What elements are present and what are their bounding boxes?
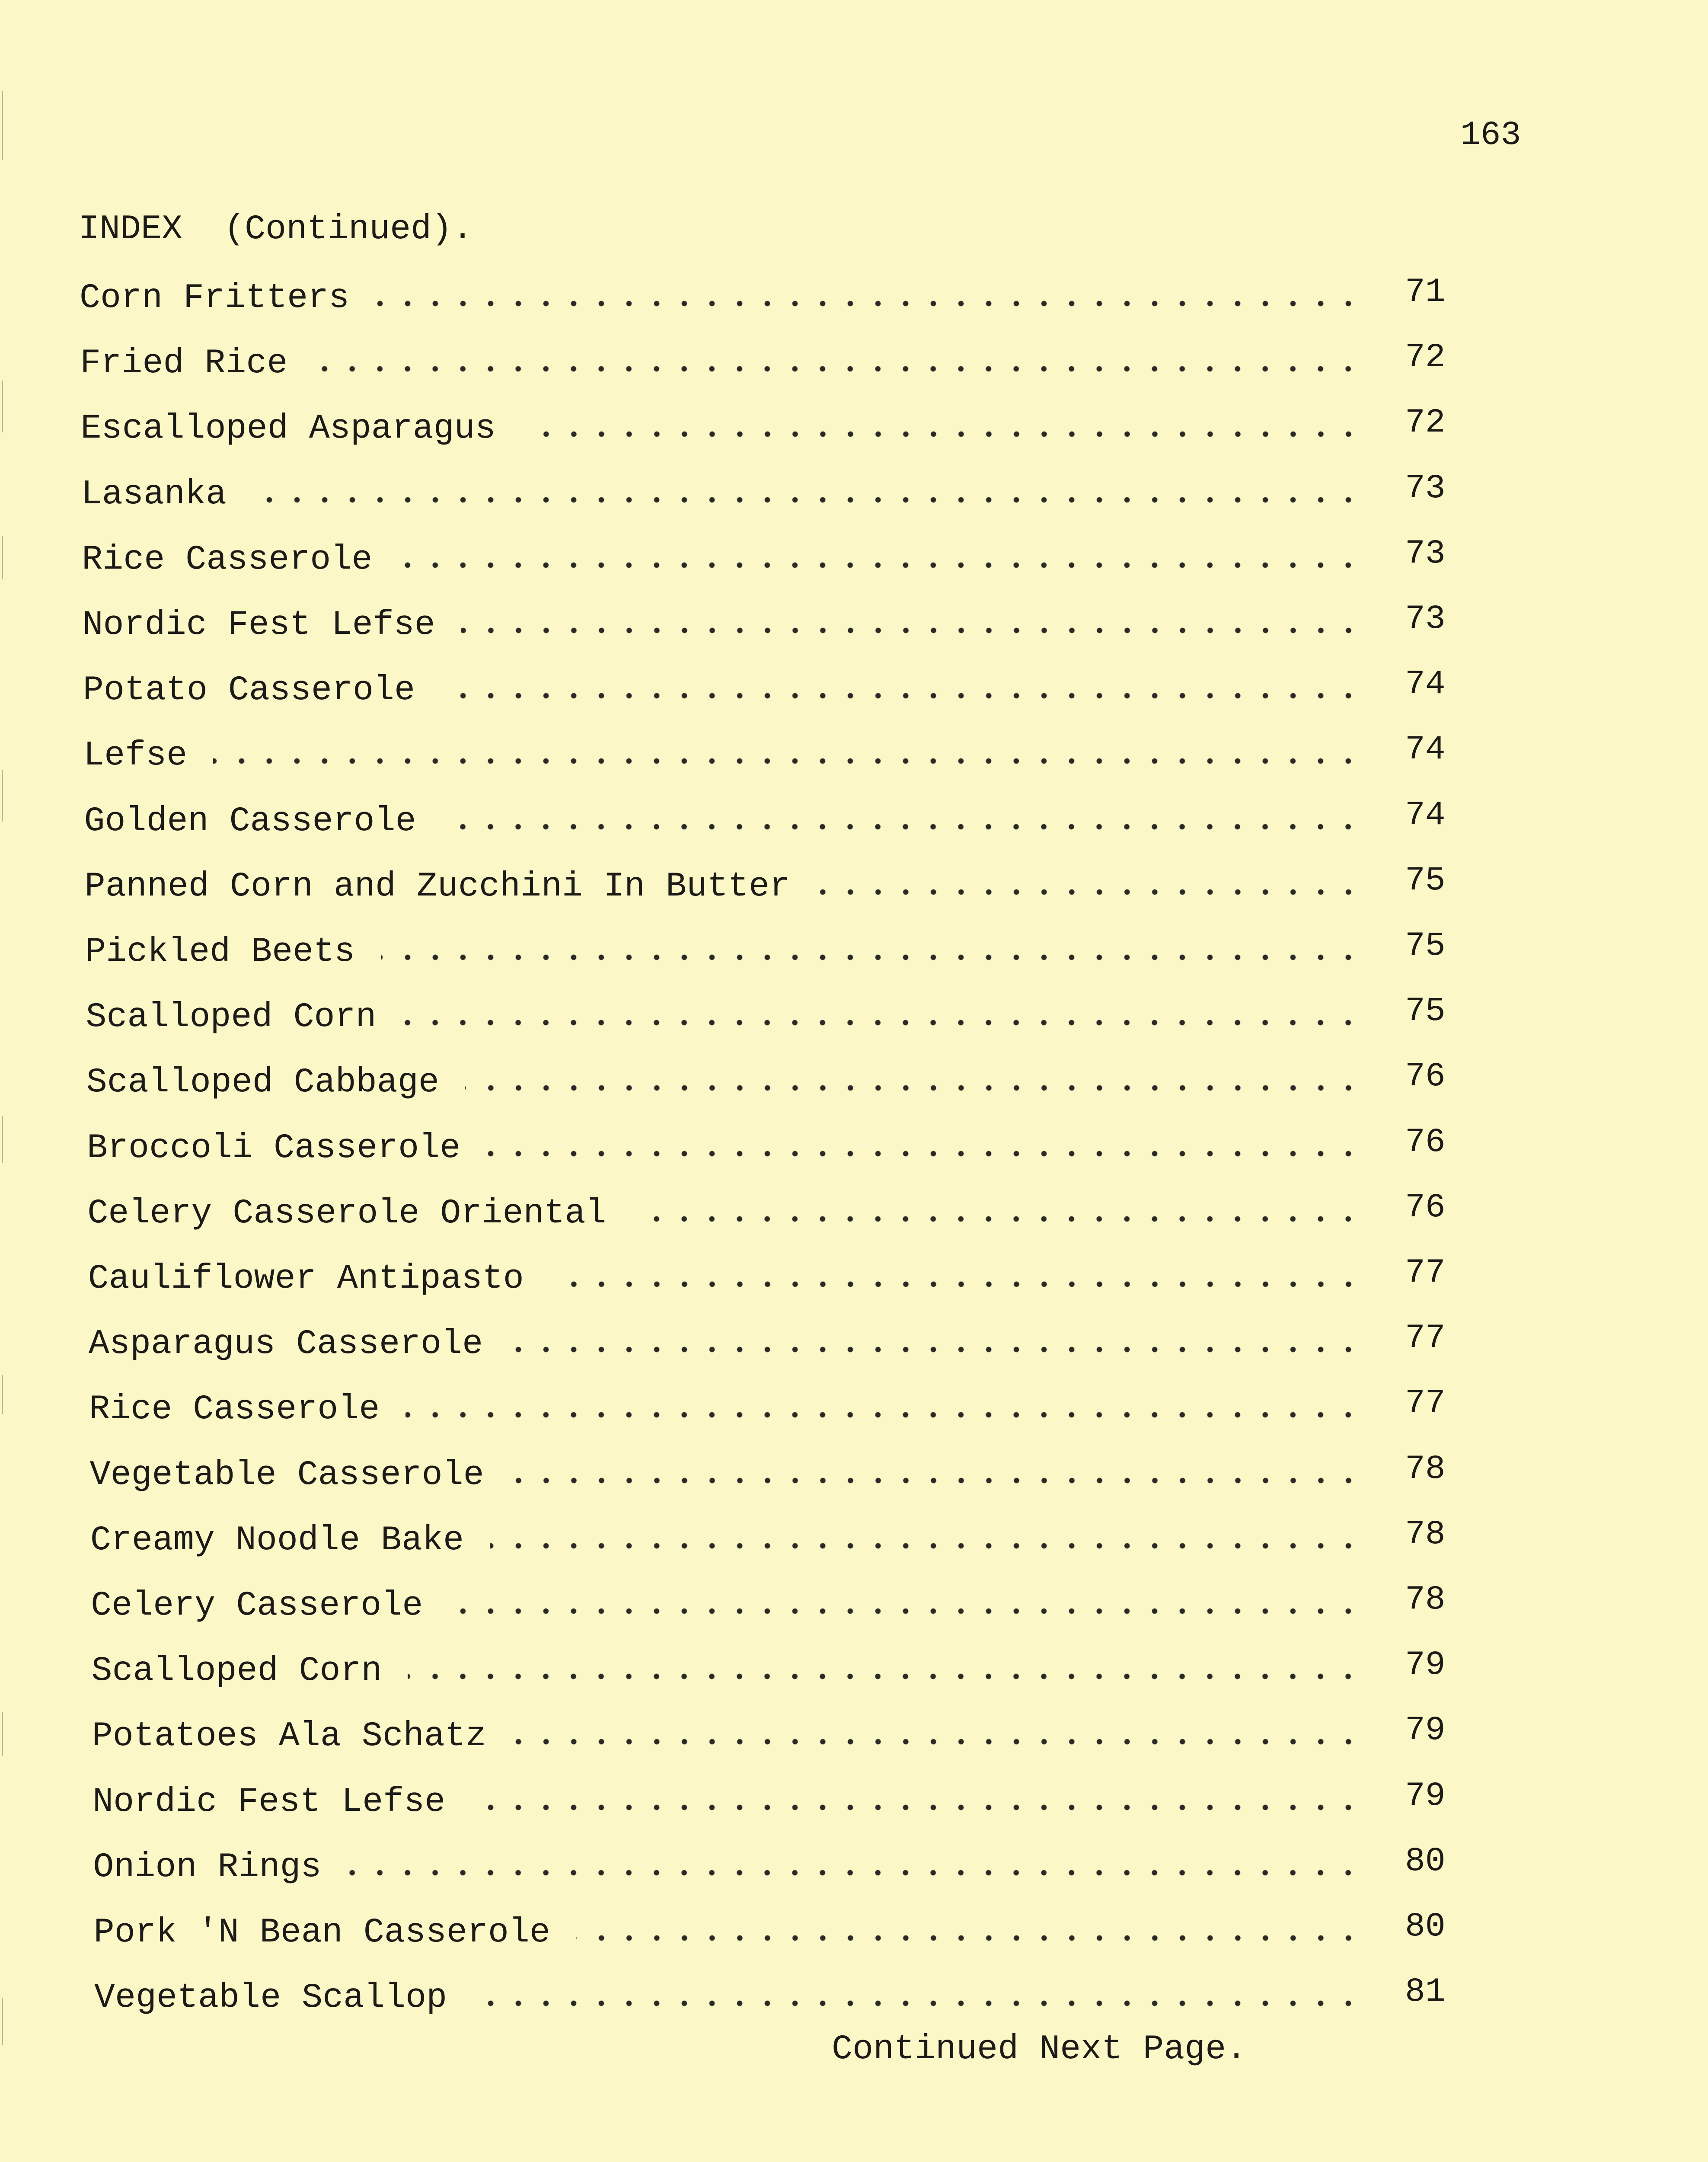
entry-label: Scalloped Corn [86, 998, 377, 1037]
entry-label: Potato Casserole [83, 671, 415, 710]
entry-label: Lefse [83, 736, 188, 776]
entry-page-number: 72 [1405, 404, 1446, 442]
dot-leader [632, 1192, 1362, 1235]
dot-leader [522, 407, 1362, 451]
dot-leader [347, 1846, 1362, 1889]
index-entry [0, 534, 1708, 582]
entry-label: Golden Casserole [84, 801, 416, 841]
index-title: INDEX (Continued). [79, 210, 473, 249]
entry-label: Rice Casserole [89, 1390, 380, 1430]
dot-leader [471, 1781, 1362, 1824]
entry-page-number: 73 [1405, 469, 1446, 508]
entry-label: Rice Casserole [82, 540, 373, 579]
index-entry [0, 1254, 1708, 1301]
dot-leader [465, 1061, 1362, 1104]
entry-page-number: 78 [1405, 1515, 1446, 1554]
index-entry [0, 404, 1708, 451]
dot-leader [449, 1584, 1362, 1628]
entry-page-number: 74 [1405, 731, 1446, 769]
entry-page-number: 76 [1405, 1123, 1446, 1161]
entry-page-number: 77 [1405, 1319, 1446, 1358]
entry-page-number: 72 [1405, 339, 1446, 377]
index-entry [0, 1123, 1708, 1170]
entry-page-number: 80 [1405, 1842, 1446, 1881]
entry-label: Panned Corn and Zucchini In Butter [84, 867, 791, 906]
index-entry [0, 273, 1708, 320]
dot-leader [313, 342, 1362, 385]
index-entry [0, 600, 1708, 647]
dot-leader [510, 1454, 1362, 1497]
index-entry [0, 1515, 1708, 1562]
index-entry [0, 861, 1708, 908]
page-number: 163 [1460, 116, 1521, 154]
entry-label: Vegetable Casserole [89, 1455, 484, 1495]
entry-page-number: 79 [1405, 1646, 1446, 1685]
index-entry [0, 927, 1708, 974]
entry-page-number: 76 [1405, 1058, 1446, 1096]
index-entry [0, 992, 1708, 1039]
entry-label: Pickled Beets [85, 932, 355, 972]
dot-leader [441, 669, 1362, 712]
index-entry [0, 1385, 1708, 1431]
index-entry [0, 731, 1708, 777]
index-entry [0, 1581, 1708, 1628]
entry-label: Nordic Fest Lefse [82, 605, 435, 645]
entry-label: Onion Rings [93, 1847, 322, 1887]
dot-leader [381, 931, 1362, 974]
entry-page-number: 78 [1405, 1450, 1446, 1488]
index-entry [0, 1058, 1708, 1104]
entry-label: Creamy Noodle Bake [90, 1520, 464, 1560]
continued-note: Continued Next Page. [832, 2030, 1247, 2069]
entry-label: Celery Casserole Oriental [87, 1193, 607, 1233]
index-entry [0, 796, 1708, 843]
entry-page-number: 73 [1405, 534, 1446, 573]
entry-label: Scalloped Cabbage [86, 1063, 439, 1103]
dot-leader [398, 538, 1362, 582]
dot-leader [550, 1257, 1362, 1301]
dot-leader [402, 996, 1362, 1039]
index-entry [0, 1188, 1708, 1235]
index-entry [0, 339, 1708, 385]
dot-leader [576, 1911, 1362, 1954]
dot-leader [442, 800, 1362, 843]
entry-page-number: 74 [1405, 796, 1446, 835]
index-entry [0, 665, 1708, 712]
dot-leader [408, 1650, 1362, 1693]
index-entry [0, 1777, 1708, 1824]
index-entry [0, 1319, 1708, 1366]
entry-page-number: 76 [1405, 1188, 1446, 1227]
entry-label: Nordic Fest Lefse [93, 1782, 446, 1822]
index-entry [0, 1973, 1708, 2020]
entry-label: Corn Fritters [80, 278, 350, 318]
entry-page-number: 74 [1405, 665, 1446, 704]
entry-label: Scalloped Corn [91, 1651, 382, 1691]
entry-page-number: 71 [1405, 273, 1446, 311]
entry-label: Celery Casserole [91, 1586, 423, 1625]
entry-label: Lasanka [81, 474, 227, 514]
entry-page-number: 81 [1405, 1973, 1446, 2012]
entry-label: Escalloped Asparagus [80, 409, 496, 449]
dot-leader [252, 473, 1362, 516]
dot-leader [816, 865, 1362, 908]
entry-label: Cauliflower Antipasto [88, 1259, 524, 1298]
entry-page-number: 75 [1405, 927, 1446, 965]
entry-page-number: 79 [1405, 1711, 1446, 1750]
entry-label: Asparagus Casserole [88, 1324, 483, 1364]
entry-page-number: 75 [1405, 992, 1446, 1031]
entry-page-number: 80 [1405, 1908, 1446, 1946]
dot-leader [461, 604, 1362, 647]
entry-page-number: 77 [1405, 1254, 1446, 1292]
index-entry [0, 1842, 1708, 1889]
dot-leader [486, 1127, 1362, 1170]
index-entry [0, 1711, 1708, 1758]
index-entry [0, 1450, 1708, 1497]
entry-page-number: 79 [1405, 1777, 1446, 1815]
entry-label: Fried Rice [80, 344, 288, 384]
entry-label: Broccoli Casserole [87, 1128, 461, 1168]
index-entry [0, 1646, 1708, 1693]
index-entry [0, 1908, 1708, 1954]
dot-leader [405, 1388, 1362, 1431]
entry-label: Pork 'N Bean Casserole [93, 1913, 550, 1952]
entry-page-number: 78 [1405, 1581, 1446, 1619]
entry-page-number: 73 [1405, 600, 1446, 638]
dot-leader [375, 277, 1362, 320]
entry-label: Vegetable Scallop [94, 1978, 447, 2018]
index-entry [0, 469, 1708, 516]
entry-page-number: 77 [1405, 1385, 1446, 1423]
entry-label: Potatoes Ala Schatz [92, 1717, 486, 1756]
dot-leader [509, 1323, 1362, 1366]
entry-page-number: 75 [1405, 861, 1446, 900]
dot-leader [490, 1519, 1362, 1562]
dot-leader [213, 734, 1362, 777]
dot-leader [512, 1715, 1362, 1758]
dot-leader [473, 1977, 1362, 2020]
